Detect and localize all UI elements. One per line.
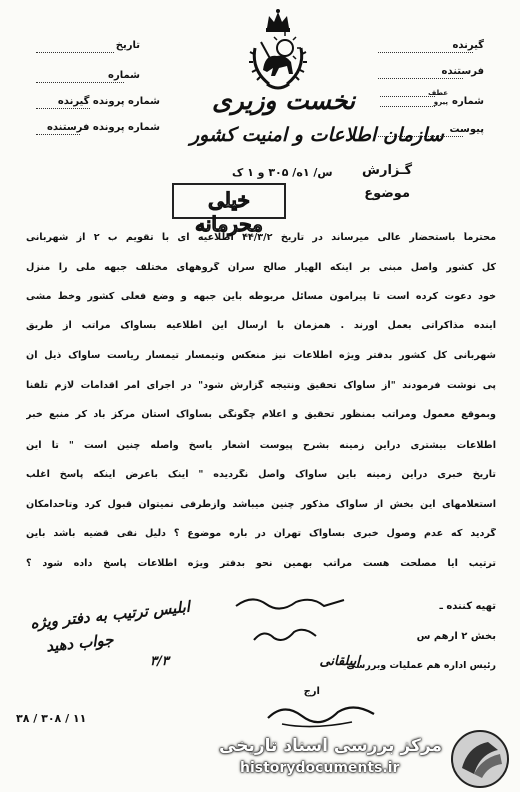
body-line-4: آینده مذاکراتی بعمل آورند . همزمان با ارسال این اطلاعیه بساواک مراتب از طریق	[26, 320, 496, 331]
number-label-right: شماره	[452, 96, 484, 107]
date-dotline	[36, 52, 114, 53]
watermark	[219, 728, 520, 792]
archive-logo-icon	[448, 728, 512, 790]
number-dotline-1	[380, 96, 435, 97]
lion-and-sun-emblem-icon	[245, 8, 311, 96]
recipient-dotline	[378, 52, 473, 53]
body-line-3: خود دعوت کرده است تا پیرامون مسائل مربوطه باین جبهه و وضع فعلی کشور وخط مشی	[26, 291, 496, 302]
body-line-12: ترتیب ایا مصلحت هست مراتب بهمین نحو بدفتر ویژه اطلاعات پاسخ داده شود ؟	[26, 558, 496, 569]
archive-number: ۳۸ / ۳۰۸ / ۱۱	[16, 712, 87, 725]
sender-dotline	[378, 78, 463, 79]
sender-label: فرستنده	[441, 66, 484, 77]
number-dotline-left	[36, 82, 124, 83]
body-line-9: تاریخ خبری دراین زمینه باین ساواک واصل نگردیده " اینک باعرض اینکه پاسخ اغلب	[26, 469, 496, 480]
body-line-10: استعلامهای این بخش از ساواک مذکور چنین میباشد وازطرفی نمیتوان قبول کرد وتاحدامکان	[26, 499, 496, 510]
margin-note-date: ۳/۳	[150, 654, 169, 669]
prepared-by-label: تهیه کننده ـ	[439, 601, 496, 612]
section-signature-icon	[250, 624, 320, 646]
file-number-recipient-label: شماره پرونده گیرنده	[57, 96, 160, 107]
report-label: گـزارش	[362, 163, 412, 178]
file-number-sender-label: شماره پرونده فرستنده	[47, 122, 160, 133]
watermark-url: historydocuments.ir	[240, 760, 400, 776]
subject-label: موضوع	[364, 186, 410, 201]
body-line-11: گردید که عدم وصول خبری بساواک تهران در باره موضوع ؟ دلیل نفی قضیه باشد باین	[26, 528, 496, 539]
body-line-2: کل کشور واصل مبنی بر اینکه الهیار صالح سران گروههای مختلف جبهه ملی را منزل	[26, 262, 496, 273]
watermark-title: مرکز بررسی اسناد تاریخی	[219, 736, 442, 756]
body-line-8: اطلاعات بیشتری دراین زمینه بشرح پیوست اشعار یاسخ واصله چنین است " تا این	[26, 440, 496, 451]
file-recipient-dotline	[36, 108, 90, 109]
body-line-5: شهربانی کل کشور بدفتر ویژه اطلاعات نیز منعکس وتیمسار تیمسار ریاست ساواک ذیل آن	[26, 350, 496, 361]
document-subtitle: سازمان اطلاعات و امنیت کشور	[190, 124, 444, 146]
number-sub-atf: عطف	[428, 89, 448, 97]
attachment-label: پیوست	[449, 124, 484, 135]
chief-signature-name: ابیلقانی	[319, 654, 360, 669]
chief-title: رئیس اداره هم عملیات وبررسی	[346, 660, 496, 671]
document-title: نخست وزیری	[212, 86, 356, 115]
body-line-7: وبموقع معمول ومراتب بمنظور تحقیق و اعلام چگونگی بساواک استان مرکز باد کر منبع خبر	[26, 409, 496, 420]
second-signature-label: ارج	[303, 686, 320, 697]
body-line-6: پی نوشت فرمودند "از ساواک تحقیق ونتیجه گزارش شود" در اجرای امر اقدامات لازم تلفنا	[26, 380, 496, 391]
preparer-signature-icon	[232, 592, 352, 614]
number-label-left: شماره	[108, 70, 140, 81]
body-line-1: محترماً باستحضار عالی میرساند در تاریخ ۴۴/۳/۲ اطلاعیه ای با تقویم ب ۲ از شهربانی	[26, 232, 496, 243]
date-label: تاریخ	[115, 40, 140, 51]
number-sub-peyro: پیرو	[433, 98, 448, 106]
number-dotline-2	[380, 106, 435, 107]
section-label: بخش ۲ ارهم س	[416, 631, 496, 642]
classification-stamp	[172, 183, 286, 236]
recipient-label: گیرنده	[452, 40, 484, 51]
margin-note-line-1: ابلیس ترتیب به دفتر ویژه	[29, 597, 191, 633]
number-sub-labels	[428, 89, 448, 107]
file-sender-dotline	[36, 134, 80, 135]
margin-note-line-2: جواب دهید	[45, 630, 115, 656]
second-signature-icon	[262, 696, 382, 730]
reference-code: س/ ۱ه/ ۳۰۵ و ۱ ک	[232, 166, 333, 179]
classification-stamp-text: خیلی محرمانه	[195, 188, 263, 236]
